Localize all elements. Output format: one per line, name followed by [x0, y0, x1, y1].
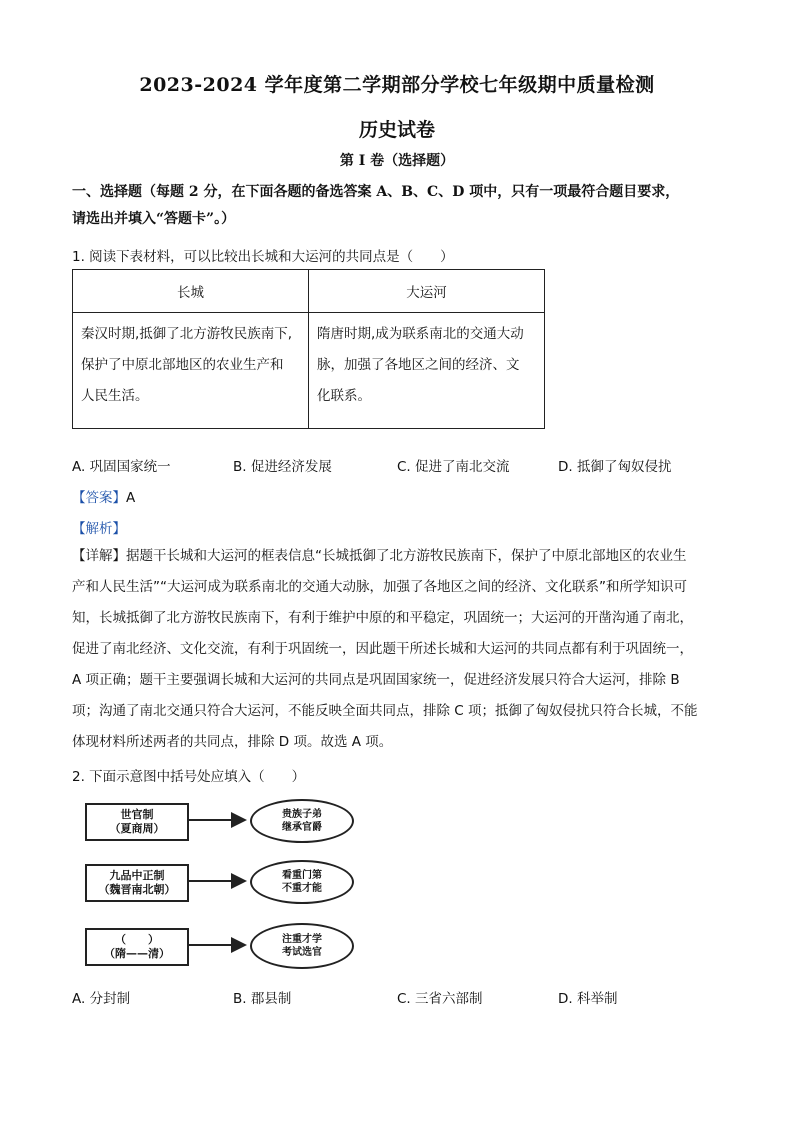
- system-box: [85, 803, 189, 841]
- table-header: 长城: [73, 270, 309, 313]
- detail-line: A 项正确；题干主要强调长城和大运河的共同点是巩固国家统一，促进经济发展只符合大运河，排除 B: [72, 672, 680, 688]
- detail-label: 【详解】: [72, 548, 126, 564]
- table-cell: [309, 313, 545, 429]
- ellipse-line: 考试选官: [282, 947, 322, 958]
- feature-ellipse: [250, 923, 354, 969]
- system-box: [85, 864, 189, 902]
- detail-line: 促进了南北经济、文化交流，有利于巩固统一，因此题干所述长城和大运河的共同点都有利于巩固统一，: [72, 641, 693, 657]
- cell-line: 秦汉时期,抵御了北方游牧民族南下,: [81, 326, 293, 342]
- subject-title: 历史试卷: [358, 119, 435, 141]
- box-line: （夏商周）: [109, 822, 165, 835]
- answer-label: 【答案】: [72, 490, 126, 506]
- detail-line: 体现材料所述两者的共同点，排除 D 项。故选 A 项。: [72, 734, 393, 750]
- analysis-detail: [72, 541, 722, 758]
- table-cell: [73, 313, 309, 429]
- analysis-label: 【解析】: [72, 521, 126, 537]
- ellipse-line: 不重才能: [282, 883, 322, 894]
- option-b[interactable]: B. 促进经济发展: [233, 459, 332, 475]
- cell-line: 保护了中原北部地区的农业生产和: [81, 357, 284, 373]
- ellipse-line: 继承官爵: [282, 822, 322, 833]
- cell-line: 人民生活。: [81, 388, 149, 404]
- feature-ellipse: [250, 799, 354, 843]
- answer-value: A: [126, 490, 136, 506]
- option-c[interactable]: C. 三省六部制: [397, 991, 483, 1007]
- option-a[interactable]: A. 分封制: [72, 991, 131, 1007]
- question-1-stem: 1. 阅读下表材料，可以比较出长城和大运河的共同点是（ ）: [72, 249, 454, 265]
- question-2-options: [72, 987, 732, 1007]
- question-1-options: [72, 455, 732, 475]
- section-instruction-line: 请选出并填入“答题卡”。）: [72, 211, 236, 227]
- part-title: 第 I 卷（选择题）: [339, 153, 455, 169]
- option-d[interactable]: D. 科举制: [558, 991, 618, 1007]
- selection-system-diagram: [80, 795, 360, 975]
- section-instruction: [72, 179, 732, 233]
- cell-line: 隋唐时期,成为联系南北的交通大动: [317, 326, 524, 342]
- system-box-blank: [85, 928, 189, 966]
- box-line: 世官制: [120, 808, 154, 821]
- ellipse-line: 贵族子弟: [282, 809, 322, 820]
- answer-line: [72, 486, 135, 506]
- cell-line: 脉，加强了各地区之间的经济、文: [317, 357, 520, 373]
- detail-text: 据题干长城和大运河的框表信息“长城抵御了北方游牧民族南下，保护了中原北部地区的农业生: [126, 548, 687, 564]
- detail-line: 项；沟通了南北交通只符合大运河，不能反映全面共同点，排除 C 项；抵御了匈奴侵扰只符合长城，不能: [72, 703, 698, 719]
- box-line: （隋——清）: [104, 947, 170, 960]
- detail-line: 产和人民生活”“大运河成为联系南北的交通大动脉，加强了各地区之间的经济、文化联系”和所学知识可: [72, 579, 687, 595]
- exam-title: 2023-2024 学年度第二学期部分学校七年级期中质量检测: [139, 74, 655, 96]
- option-b[interactable]: B. 郡县制: [233, 991, 292, 1007]
- box-line: （魏晋南北朝）: [98, 883, 176, 896]
- box-line: （ ）: [115, 933, 159, 946]
- feature-ellipse: [250, 860, 354, 904]
- option-a[interactable]: A. 巩固国家统一: [72, 459, 171, 475]
- ellipse-line: 注重才学: [282, 934, 322, 945]
- detail-line: [72, 541, 722, 572]
- table-header: 大运河: [309, 270, 545, 313]
- comparison-table: [72, 269, 545, 429]
- ellipse-line: 看重门第: [282, 870, 322, 881]
- detail-line: 知，长城抵御了北方游牧民族南下，有利于维护中原的和平稳定，巩固统一；大运河的开凿沟通了南北，: [72, 610, 693, 626]
- box-line: 九品中正制: [109, 869, 165, 882]
- analysis-heading: [72, 517, 126, 537]
- option-d[interactable]: D. 抵御了匈奴侵扰: [558, 459, 672, 475]
- cell-line: 化联系。: [317, 388, 371, 404]
- question-2-stem: 2. 下面示意图中括号处应填入（ ）: [72, 769, 306, 785]
- option-c[interactable]: C. 促进了南北交流: [397, 459, 510, 475]
- section-instruction-line: 一、选择题（每题 2 分，在下面各题的备选答案 A、B、C、D 项中，只有一项最符合题目要求，: [72, 184, 680, 200]
